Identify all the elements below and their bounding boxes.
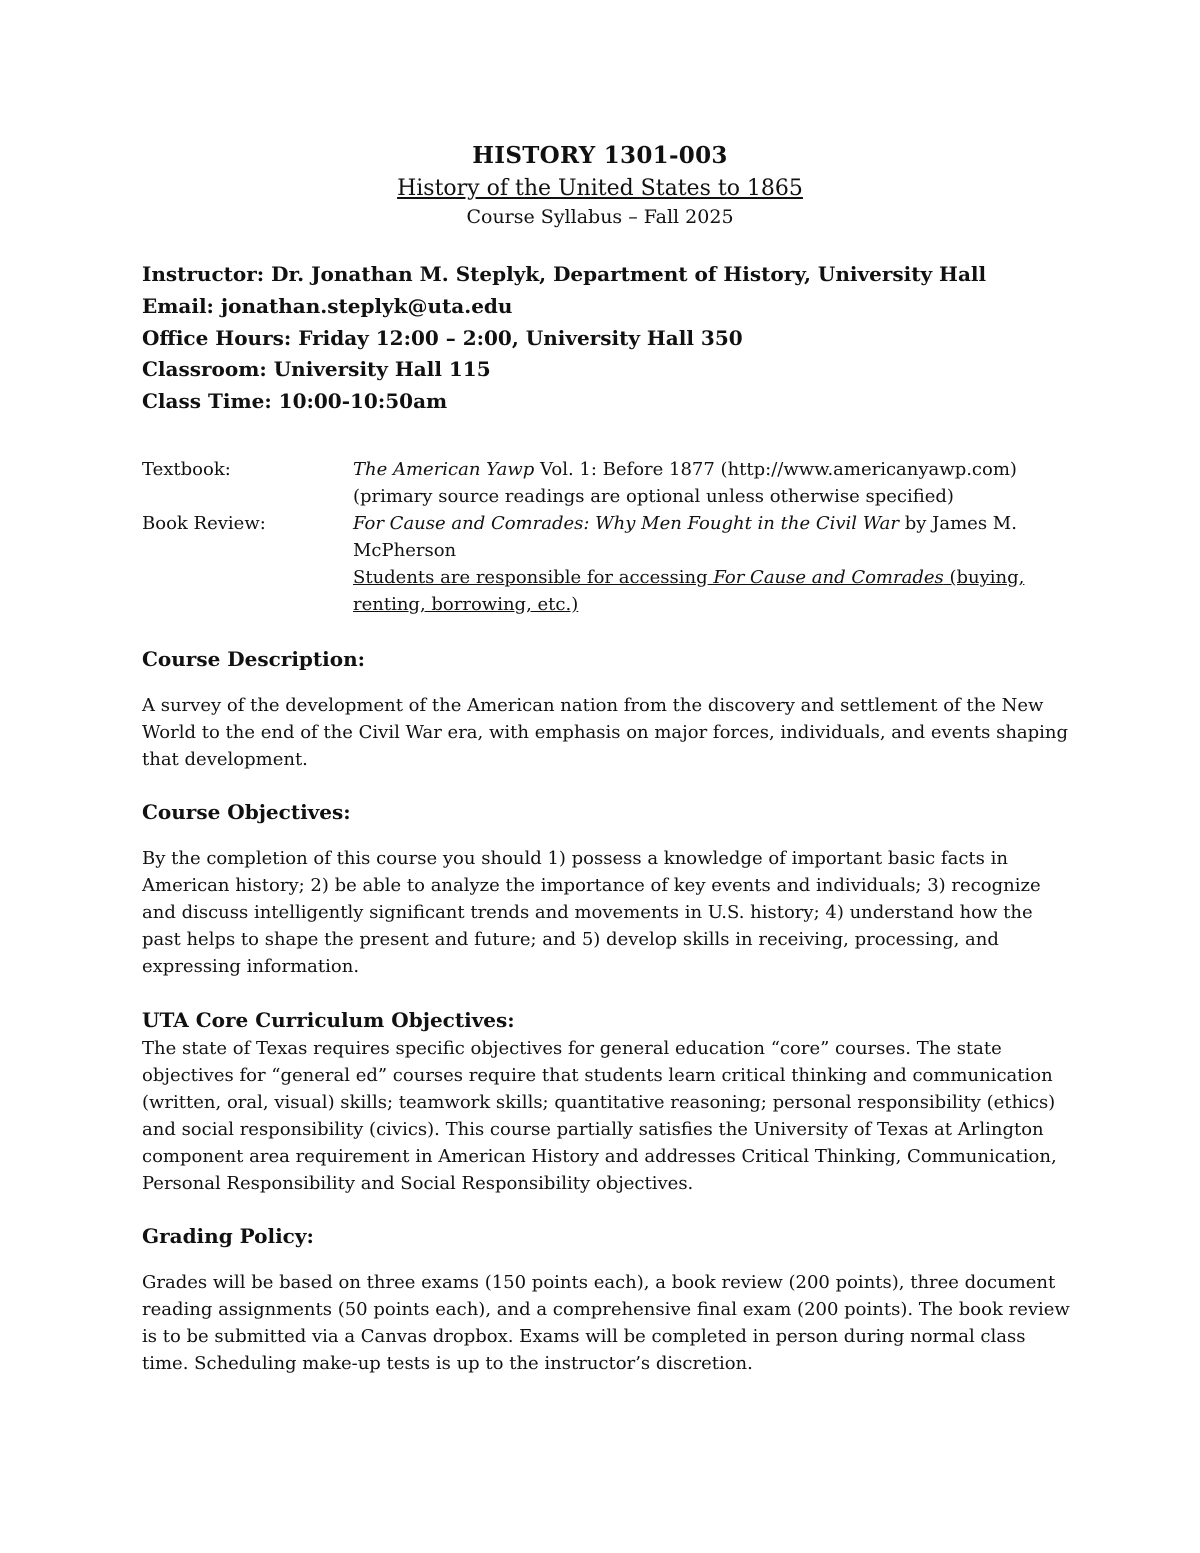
access-note bbox=[353, 567, 1024, 588]
course-description-text: A survey of the development of the American nation from the discovery and settlement of the New World to the end of the Civil War era, with emphasis on major forces, individuals, and events shaping that development. bbox=[142, 695, 1069, 770]
textbook-line bbox=[353, 459, 1017, 480]
textbook-details: Vol. 1: Before 1877 (http://www.americanyawp.com) bbox=[534, 459, 1017, 480]
textbook-label: Textbook: bbox=[142, 459, 231, 480]
classroom-line: Classroom: University Hall 115 bbox=[142, 357, 491, 381]
access-note-start: Students are responsible for accessing bbox=[353, 567, 714, 588]
instructor-line: Instructor: Dr. Jonathan M. Steplyk, Department of History, University Hall bbox=[142, 262, 987, 286]
grading-policy-text: Grades will be based on three exams (150 points each), a book review (200 points), three document reading assignments (50 points each), and a comprehensive final exam (200 points). The book review is to be submitted via a Canvas dropbox. Exams will be completed in person during normal class time. Scheduling make-up tests is up to the instructor’s discretion. bbox=[142, 1272, 1070, 1374]
course-code: HISTORY 1301-003 bbox=[472, 142, 728, 169]
office-hours-line: Office Hours: Friday 12:00 – 2:00, University Hall 350 bbox=[142, 326, 743, 350]
book-review-title: For Cause and Comrades: Why Men Fought in the Civil War bbox=[353, 513, 900, 534]
access-note-end: (buying, bbox=[943, 567, 1025, 588]
class-time-line: Class Time: 10:00-10:50am bbox=[142, 389, 448, 413]
book-review-label: Book Review: bbox=[142, 513, 266, 534]
core-objectives-text: The state of Texas requires specific objectives for general education “core” courses. The state objectives for “general ed” courses require that students learn critical thinking and communication (written, oral, visual) skills; teamwork skills; quantitative reasoning; personal responsibility (ethics) and social responsibility (civics). This course partially satisfies the University of Texas at Arlington component area requirement in American History and addresses Critical Thinking, Communication, Personal Responsibility and Social Responsibility objectives. bbox=[142, 1038, 1057, 1194]
syllabus-term: Course Syllabus – Fall 2025 bbox=[466, 206, 734, 228]
textbook-note: (primary source readings are optional unless otherwise specified) bbox=[353, 486, 954, 507]
book-review-author-cont: McPherson bbox=[353, 540, 457, 561]
course-name: History of the United States to 1865 bbox=[397, 176, 803, 201]
book-review-author: by James M. bbox=[899, 513, 1017, 534]
grading-policy-heading: Grading Policy: bbox=[142, 1224, 314, 1248]
course-objectives-heading: Course Objectives: bbox=[142, 800, 351, 824]
core-objectives-heading: UTA Core Curriculum Objectives: bbox=[142, 1008, 515, 1032]
access-note-cont: renting, borrowing, etc.) bbox=[353, 594, 579, 615]
book-review-line bbox=[353, 513, 1017, 534]
course-description-heading: Course Description: bbox=[142, 647, 366, 671]
access-note-title: For Cause and Comrades bbox=[713, 567, 944, 588]
email-line: Email: jonathan.steplyk@uta.edu bbox=[142, 294, 513, 318]
textbook-title: The American Yawp bbox=[353, 459, 535, 480]
course-objectives-text: By the completion of this course you should 1) possess a knowledge of important basic facts in American history; 2) be able to analyze the importance of key events and individuals; 3) recognize and discuss intelligently significant trends and movements in U.S. history; 4) understand how the past helps to shape the present and future; and 5) develop skills in receiving, processing, and expressing information. bbox=[142, 848, 1041, 977]
